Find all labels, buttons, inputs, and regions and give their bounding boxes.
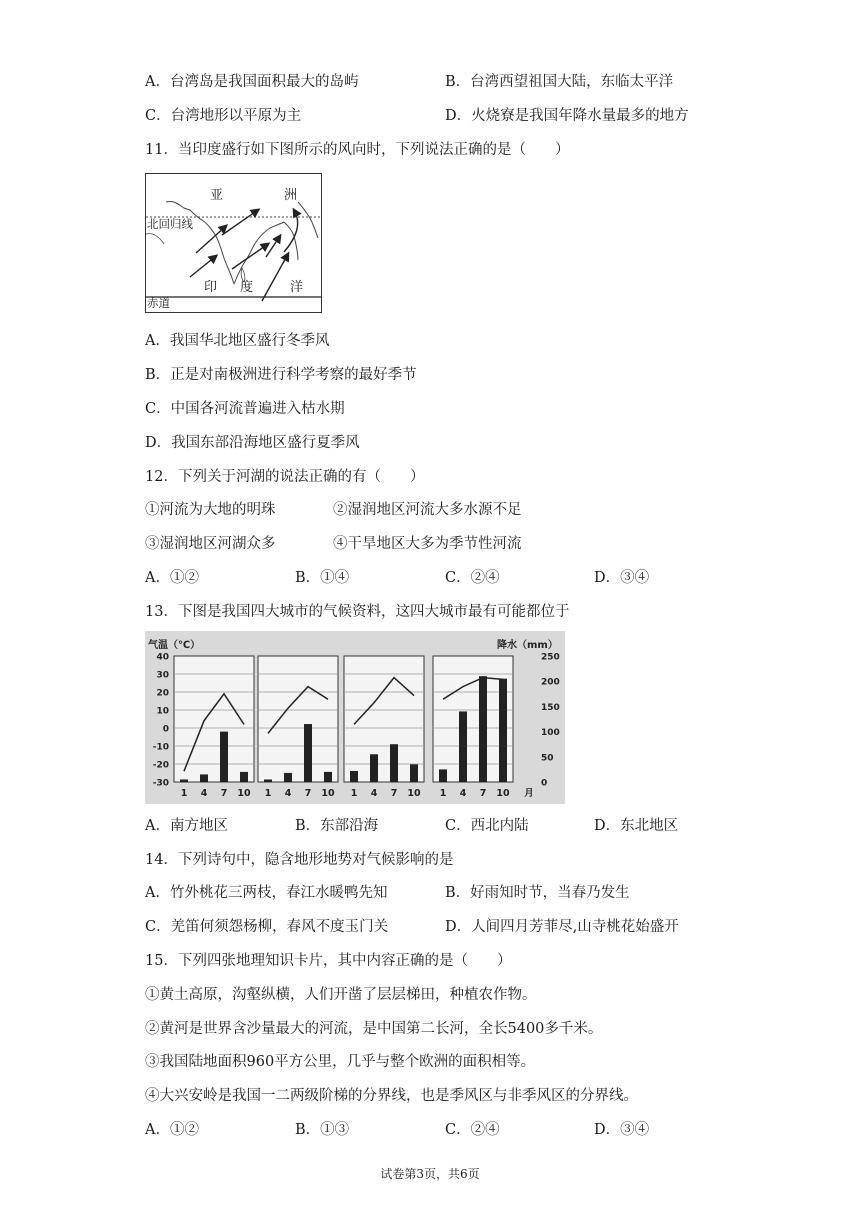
arabia-coast (146, 234, 164, 244)
precipitation-bar (220, 732, 228, 782)
precip-tick-label: 50 (541, 753, 554, 764)
month-tick-label: 1 (439, 788, 447, 799)
precipitation-bar (264, 779, 272, 782)
month-tick-label: 1 (350, 788, 358, 799)
q15-card-1: ①黄土高原，沟壑纵横，人们开凿了层层梯田，种植农作物。 (145, 987, 537, 1003)
q13-stem: 13．下图是我国四大城市的气候资料，这四大城市最有可能都位于 (145, 604, 570, 620)
page-footer: 试卷第3页，共6页 (380, 1167, 480, 1181)
precipitation-bar (180, 779, 188, 782)
q15-option-a: A．①② (145, 1122, 199, 1138)
climate-panel-1 (174, 656, 254, 782)
month-tick-label: 10 (407, 788, 421, 799)
precipitation-bar (200, 774, 208, 782)
q15-option-c: C．②④ (445, 1122, 500, 1138)
q12-stem: 12．下列关于河湖的说法正确的有（ ） (145, 469, 425, 485)
q12-statement-3: ③湿润地区河湖众多 (145, 536, 276, 552)
precip-tick-label: 150 (541, 702, 560, 713)
india-west-coast (166, 201, 234, 284)
q15-card-3: ③我国陆地面积960平方公里，几乎与整个欧洲的面积相等。 (145, 1054, 536, 1070)
temp-tick-label: -10 (152, 742, 169, 753)
month-tick-label: 7 (220, 788, 228, 799)
temp-tick-label: -30 (152, 778, 169, 789)
wind-arrow (232, 244, 268, 269)
q12-statement-4: ④干旱地区大多为季节性河流 (333, 536, 522, 552)
precipitation-bar (370, 754, 378, 782)
wind-arrow (190, 256, 216, 277)
map-label-yang: 洋 (290, 280, 304, 295)
climate-panel-3 (344, 656, 424, 782)
q11-option-d: D．我国东部沿海地区盛行夏季风 (145, 435, 360, 451)
temp-tick-label: 30 (156, 670, 169, 681)
q15-card-4: ④大兴安岭是我国一二两级阶梯的分界线，也是季风区与非季风区的分界线。 (145, 1088, 638, 1104)
q14-option-c: C．羌笛何须怨杨柳，春风不度玉门关 (145, 919, 389, 935)
wind-arrow-curved (284, 210, 298, 252)
month-tick-label: 10 (237, 788, 251, 799)
q13-option-c: C．西北内陆 (445, 818, 529, 834)
q10-option-b: B．台湾西望祖国大陆，东临太平洋 (445, 74, 674, 90)
precipitation-bar (410, 764, 418, 782)
q15-option-d: D．③④ (594, 1122, 650, 1138)
q11-option-c: C．中国各河流普遍进入枯水期 (145, 401, 345, 417)
month-tick-label: 10 (321, 788, 335, 799)
climate-chart-svg (145, 631, 565, 804)
q15-card-2: ②黄河是世界含沙量最大的河流，是中国第二长河，全长5400多千米。 (145, 1021, 603, 1037)
q12-option-b: B．①④ (295, 570, 350, 586)
q13-option-d: D．东北地区 (594, 818, 679, 834)
q11-option-a: A．我国华北地区盛行冬季风 (145, 333, 330, 349)
precipitation-bar (439, 769, 447, 782)
month-unit-label: 月 (524, 788, 534, 799)
precip-tick-label: 200 (541, 677, 560, 688)
month-tick-label: 1 (180, 788, 188, 799)
precipitation-bar (390, 744, 398, 782)
precip-tick-label: 250 (541, 652, 560, 663)
east-coast (298, 202, 318, 238)
precipitation-bar (304, 724, 312, 782)
q13-option-b: B．东部沿海 (295, 818, 379, 834)
map-label-yin: 印 (204, 280, 218, 295)
month-tick-label: 4 (284, 788, 292, 799)
q10-option-d: D．火烧寮是我国年降水量最多的地方 (445, 108, 689, 124)
precipitation-bar (350, 771, 358, 782)
q10-option-a: A．台湾岛是我国面积最大的岛屿 (145, 74, 359, 90)
precipitation-bar (499, 679, 507, 782)
wind-arrow (266, 236, 280, 257)
temperature-axis-title: 气温（℃） (148, 640, 201, 651)
wind-arrow (262, 254, 288, 301)
month-tick-label: 7 (390, 788, 398, 799)
month-tick-label: 4 (200, 788, 208, 799)
month-tick-label: 1 (264, 788, 272, 799)
map-label-ya: 亚 (210, 188, 224, 203)
precipitation-axis-title: 降水（mm） (497, 640, 558, 651)
q13-option-a: A．南方地区 (145, 818, 228, 834)
month-tick-label: 7 (479, 788, 487, 799)
indochina-coast (284, 222, 298, 260)
wind-arrow (222, 210, 258, 235)
q10-option-c: C．台湾地形以平原为主 (145, 108, 302, 124)
temp-tick-label: -20 (152, 760, 169, 771)
map-label-zhou: 洲 (284, 188, 298, 203)
q11-option-b: B．正是对南极洲进行科学考察的最好季节 (145, 367, 417, 383)
q15-stem: 15．下列四张地理知识卡片，其中内容正确的是（ ） (145, 953, 512, 969)
temp-tick-label: 40 (156, 652, 169, 663)
q12-option-a: A．①② (145, 570, 199, 586)
month-tick-label: 4 (370, 788, 378, 799)
month-tick-label: 10 (496, 788, 510, 799)
q11-stem: 11．当印度盛行如下图所示的风向时，下列说法正确的是（ ） (145, 142, 570, 158)
climate-charts (145, 631, 565, 804)
q12-statement-2: ②湿润地区河流大多水源不足 (333, 502, 522, 518)
q14-option-d: D．人间四月芳菲尽,山寺桃花始盛开 (445, 919, 679, 935)
precip-tick-label: 100 (541, 728, 560, 739)
month-tick-label: 4 (459, 788, 467, 799)
q14-option-a: A．竹外桃花三两枝，春江水暖鸭先知 (145, 885, 388, 901)
temp-tick-label: 10 (156, 706, 169, 717)
temp-tick-label: 0 (162, 724, 169, 735)
month-tick-label: 7 (304, 788, 312, 799)
precipitation-bar (284, 773, 292, 782)
india-monsoon-map (145, 173, 322, 313)
map-label-du: 度 (240, 280, 254, 295)
temp-tick-label: 20 (156, 688, 169, 699)
map-label-equator: 赤道 (147, 296, 170, 310)
precip-tick-label: 0 (541, 778, 548, 789)
precipitation-bar (479, 676, 487, 782)
map-label-tropic: 北回归线 (147, 217, 193, 231)
precipitation-bar (324, 772, 332, 782)
q12-statement-1: ①河流为大地的明珠 (145, 502, 276, 518)
q12-option-d: D．③④ (594, 570, 650, 586)
q15-option-b: B．①③ (295, 1122, 350, 1138)
q12-option-c: C．②④ (445, 570, 500, 586)
precipitation-bar (240, 772, 248, 782)
q14-option-b: B．好雨知时节，当春乃发生 (445, 885, 630, 901)
precipitation-bar (459, 711, 467, 782)
climate-panel-2 (258, 656, 338, 782)
q14-stem: 14．下列诗句中，隐含地形地势对气候影响的是 (145, 852, 454, 868)
